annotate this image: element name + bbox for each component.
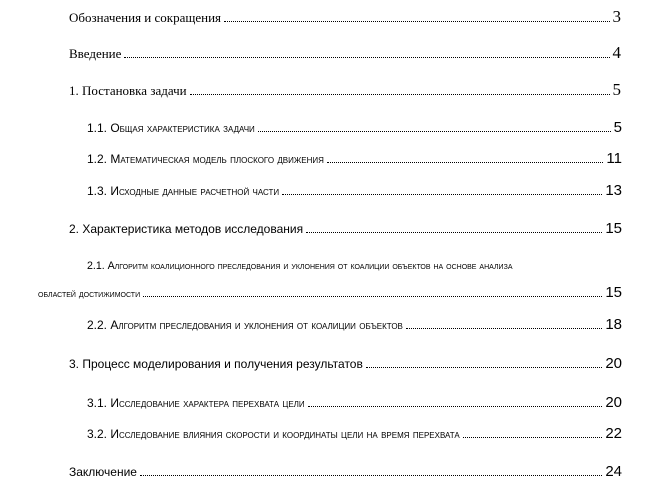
toc-entry-title: 1.2. Математическая модель плоского движения [87,152,324,166]
toc-entry-section-2[interactable] [69,220,622,237]
toc-page-number: 13 [605,182,622,199]
toc-page-number: 20 [605,394,622,411]
toc-entry-title: 2.2. Алгоритм преследования и уклонения от коалиции объектов [87,318,403,332]
toc-entry-title: областей достижимости [38,288,141,300]
toc-entry-title: 3.2. Исследование влияния скорости и координаты цели на время перехвата [87,427,460,441]
toc-entry-section-1[interactable] [69,80,621,100]
toc-page-number: 24 [605,463,622,480]
toc-leader-dots [143,288,602,297]
toc-leader-dots [258,122,611,132]
toc-leader-dots [140,466,602,476]
toc-entry-title: 1. Постановка задачи [69,83,187,98]
toc-page-number: 20 [605,355,622,372]
toc-entry-title: Обозначения и сокращения [69,10,222,25]
toc-entry-title: Введение [69,46,122,61]
toc-entry-title: 2. Характеристика методов исследования [69,222,304,236]
toc-entry-section-2-2[interactable] [87,316,622,333]
toc-page-number: 22 [605,425,622,442]
toc-leader-dots [306,223,602,233]
toc-entry-section-2-1[interactable] [38,284,622,301]
toc-entry-section-3[interactable] [69,355,622,372]
toc-page-number: 18 [605,316,622,333]
toc-leader-dots [366,358,602,368]
toc-leader-dots [308,397,603,407]
toc-entry-title: 3.1. Исследование характера перехвата цели [87,396,305,410]
toc-entry-section-3-2[interactable] [87,425,622,442]
toc-entry-title: 3. Процесс моделирования и получения результатов [69,357,363,371]
toc-leader-dots [327,153,604,163]
toc-page-number: 5 [612,80,621,99]
toc-entry-title: Заключение [69,465,137,479]
toc-entry-section-1-1[interactable] [87,119,622,136]
toc-entry-conclusion[interactable] [69,463,622,480]
toc-page-number: 5 [613,119,622,136]
toc-entry-section-1-3[interactable] [87,182,622,199]
toc-leader-dots [463,428,603,438]
toc-page-number: 3 [612,7,621,26]
toc-leader-dots [224,12,609,22]
toc-page-number: 15 [605,284,622,301]
toc-leader-dots [406,319,602,329]
toc-entry-introduction[interactable] [69,43,621,63]
toc-entry-title: 1.1. Общая характеристика задачи [87,121,255,135]
toc-leader-dots [282,185,602,195]
toc-leader-dots [124,48,609,58]
toc-entry-abbreviations[interactable] [69,7,621,27]
toc-page-number: 15 [605,220,622,237]
toc-leader-dots [190,85,610,95]
toc-entry-section-2-1-line1[interactable]: 2.1. Алгоритм коалиционного преследования и уклонения от коалиции объектов на основе анализа [87,260,513,272]
toc-page-number: 4 [612,43,621,62]
toc-entry-title: 1.3. Исходные данные расчетной части [87,184,280,198]
toc-entry-section-3-1[interactable] [87,394,622,411]
toc-page-number: 11 [606,150,622,167]
toc-entry-section-1-2[interactable] [87,150,622,167]
